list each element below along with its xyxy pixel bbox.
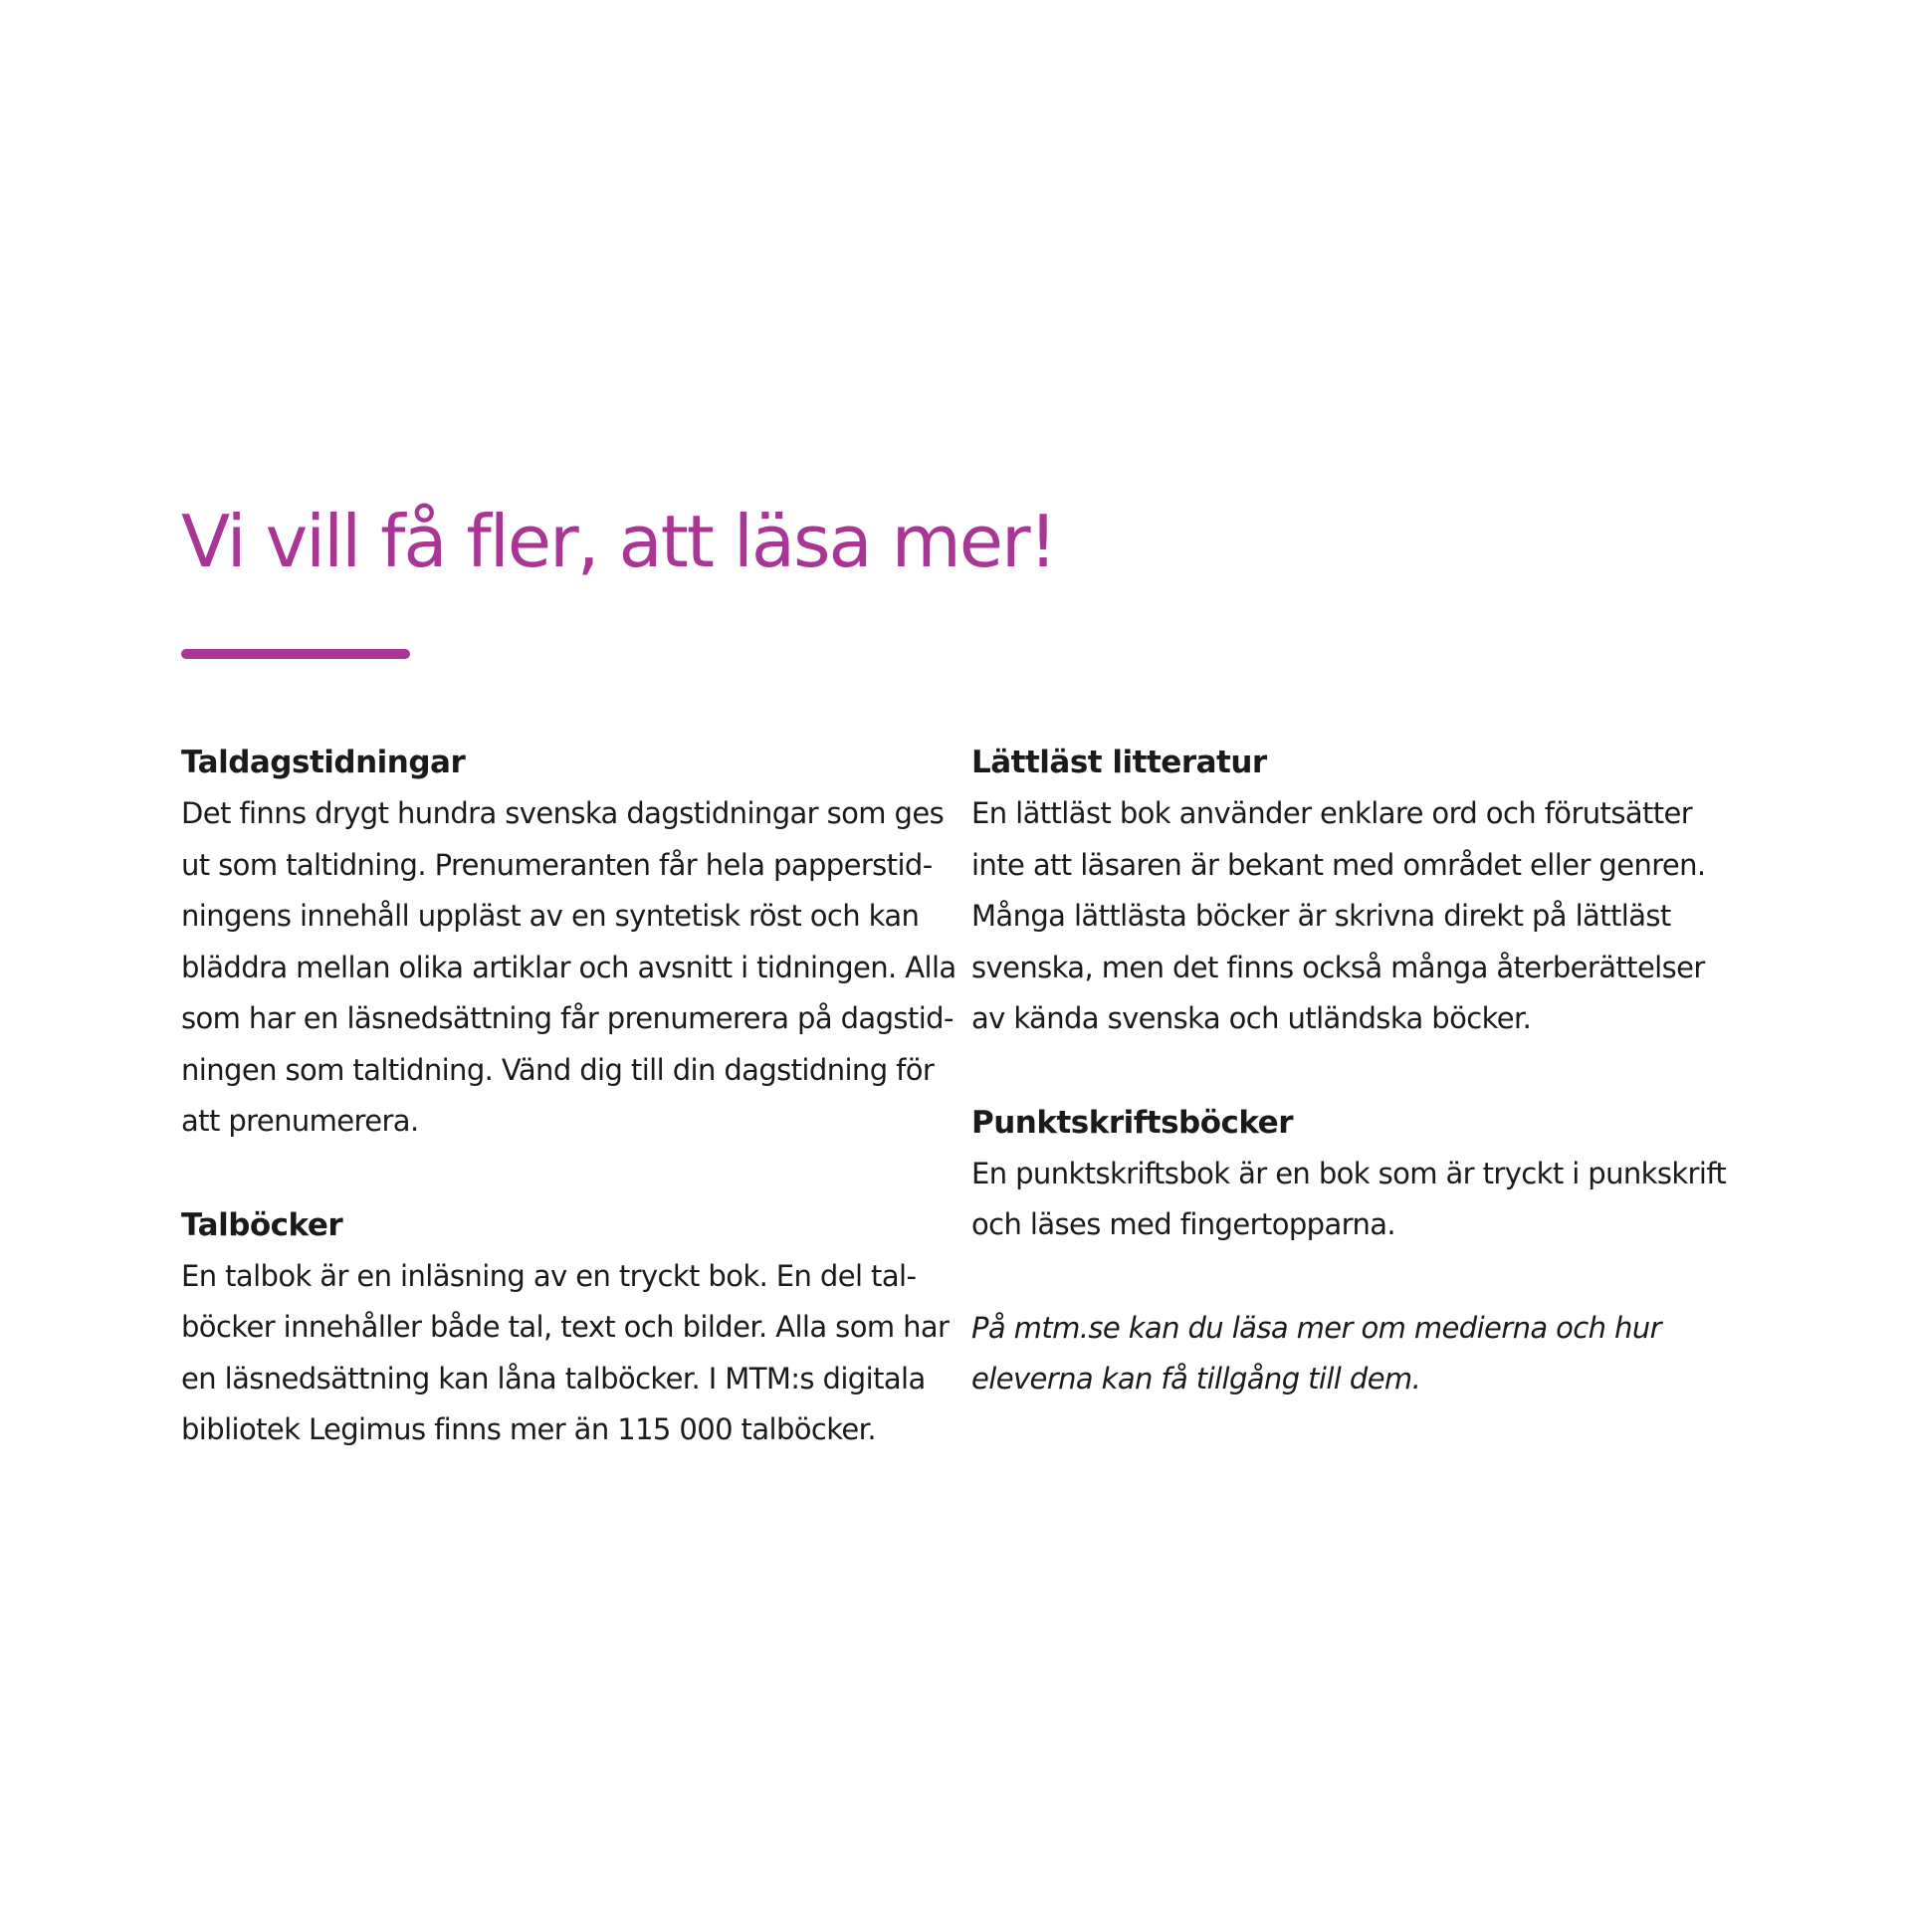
note-text bbox=[971, 1303, 1728, 1405]
body-line: bläddra mellan olika artiklar och avsnitt i tidningen. Alla bbox=[181, 950, 956, 984]
body-line: En lättläst bok använder enklare ord och förutsätter bbox=[971, 796, 1693, 830]
body-line: och läses med fingertopparna. bbox=[971, 1207, 1396, 1241]
section-heading: Talböcker bbox=[181, 1206, 343, 1243]
section-taldagstidningar bbox=[181, 737, 956, 1148]
body-line: svenska, men det finns också många återberättelser bbox=[971, 950, 1705, 984]
body-line: inte att läsaren är bekant med området eller genren. bbox=[971, 847, 1706, 882]
body-line: böcker innehåller både tal, text och bilder. Alla som har bbox=[181, 1310, 950, 1344]
section-punktskriftsbocker bbox=[971, 1097, 1728, 1251]
body-line: ningens innehåll uppläst av en syntetisk röst och kan bbox=[181, 899, 920, 933]
section-lattlast-litteratur bbox=[971, 737, 1728, 1045]
right-column bbox=[971, 737, 1728, 1457]
body-line: ningen som taltidning. Vänd dig till din dagstidning för bbox=[181, 1052, 935, 1087]
body-line: av kända svenska och utländska böcker. bbox=[971, 1001, 1532, 1035]
body-line: som har en läsnedsättning får prenumerera på dagstid- bbox=[181, 1001, 954, 1035]
body-line: en läsnedsättning kan låna talböcker. I MTM:s digitala bbox=[181, 1361, 926, 1395]
body-line: Det finns drygt hundra svenska dagstidningar som ges bbox=[181, 796, 945, 830]
body-line: En talbok är en inläsning av en tryckt bok. En del tal- bbox=[181, 1258, 917, 1293]
body-line: bibliotek Legimus finns mer än 115 000 talböcker. bbox=[181, 1412, 876, 1446]
body-line: ut som taltidning. Prenumeranten får hela papperstid- bbox=[181, 847, 933, 882]
section-heading: Punktskriftsböcker bbox=[971, 1104, 1293, 1141]
body-line: En punktskriftsbok är en bok som är tryckt i punkskrift bbox=[971, 1156, 1727, 1190]
note-line: På mtm.se kan du läsa mer om medierna och hur bbox=[971, 1310, 1661, 1345]
page-title: Vi vill få fler, att läsa mer! bbox=[181, 500, 1056, 583]
section-body bbox=[971, 1149, 1728, 1251]
section-heading: Taldagstidningar bbox=[181, 745, 466, 780]
title-underline-rule bbox=[181, 649, 410, 659]
section-talbocker bbox=[181, 1199, 950, 1456]
section-body bbox=[181, 788, 956, 1148]
left-column bbox=[181, 737, 956, 1508]
note-line: eleverna kan få tillgång till dem. bbox=[971, 1362, 1421, 1395]
more-info-note bbox=[971, 1303, 1728, 1405]
body-line: Många lättlästa böcker är skrivna direkt på lättläst bbox=[971, 899, 1671, 933]
section-body bbox=[971, 788, 1728, 1045]
section-body bbox=[181, 1251, 950, 1456]
body-line: att prenumerera. bbox=[181, 1104, 419, 1138]
section-heading: Lättläst litteratur bbox=[971, 745, 1267, 780]
